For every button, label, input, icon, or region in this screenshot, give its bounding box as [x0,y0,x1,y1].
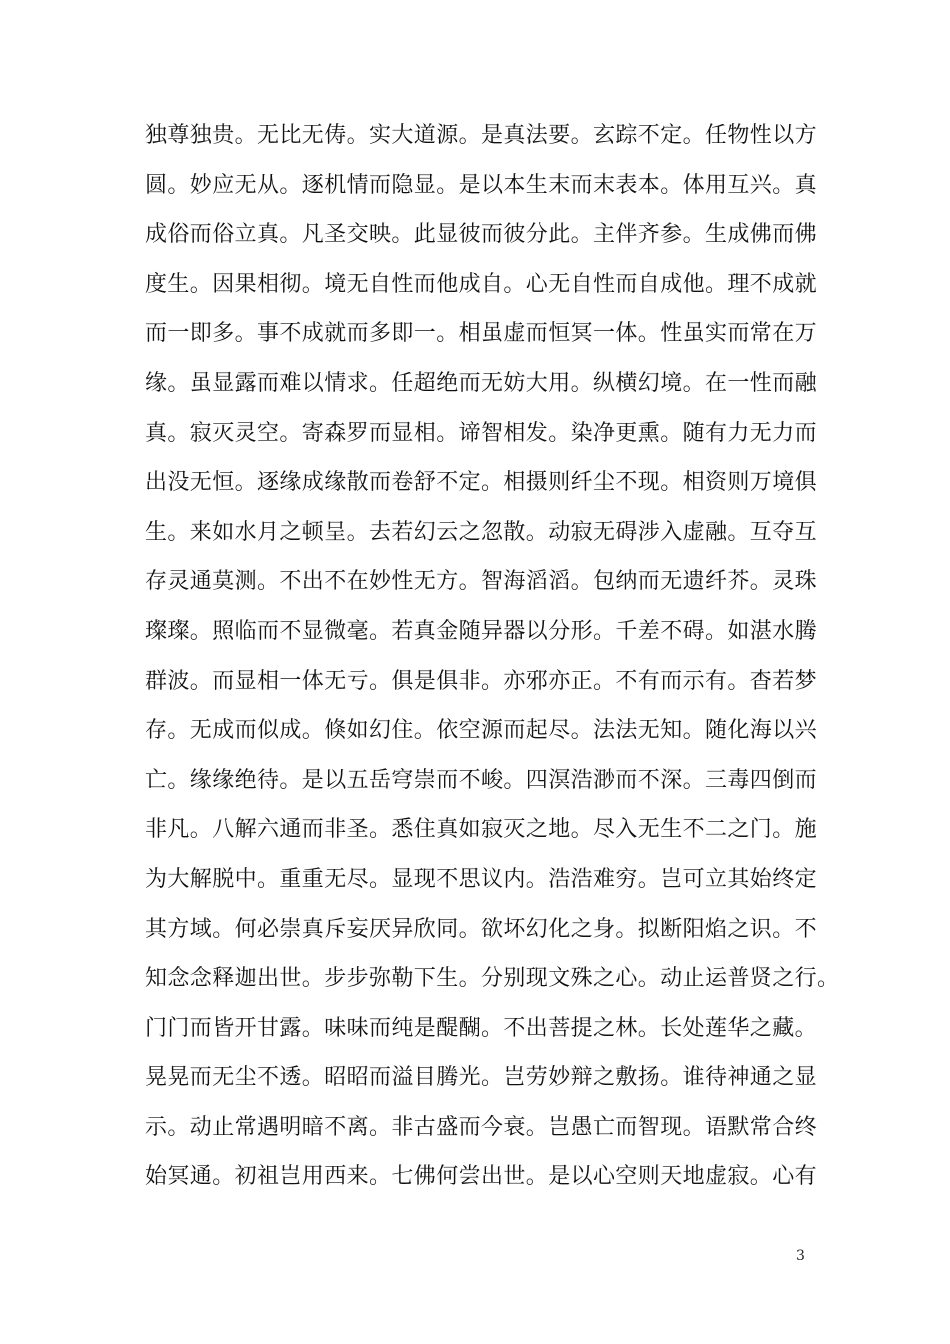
text-line: 始冥通。初祖岂用西来。七佛何尝出世。是以心空则天地虚寂。心有 [145,1164,818,1190]
text-line: 出没无恒。逐缘成缘散而卷舒不定。相摄则纤尘不现。相资则万境俱 [145,470,818,496]
text-line: 亡。缘缘绝待。是以五岳穹崇而不峻。四溟浩渺而不深。三毒四倒而 [145,767,818,793]
text-line: 门门而皆开甘露。味味而纯是醍醐。不出菩提之林。长处莲华之藏。 [145,1015,818,1041]
body-text [145,111,840,1202]
text-line: 示。动止常遇明暗不离。非古盛而今衰。岂愚亡而智现。语默常合终 [145,1114,818,1140]
text-line: 真。寂灭灵空。寄森罗而显相。谛智相发。染净更熏。随有力无力而 [145,420,818,446]
text-line: 生。来如水月之顿呈。去若幻云之忽散。动寂无碍涉入虚融。互夺互 [145,519,818,545]
text-line: 璨璨。照临而不显微毫。若真金随异器以分形。千差不碍。如湛水腾 [145,618,818,644]
text-line: 而一即多。事不成就而多即一。相虽虚而恒冥一体。性虽实而常在万 [145,321,818,347]
text-line: 其方域。何必崇真斥妄厌异欣同。欲坏幻化之身。拟断阳焰之识。不 [145,916,818,942]
text-line: 度生。因果相彻。境无自性而他成自。心无自性而自成他。理不成就 [145,271,818,297]
text-line: 成俗而俗立真。凡圣交映。此显彼而彼分此。主伴齐参。生成佛而佛 [145,222,818,248]
page-number: 3 [796,1248,805,1264]
text-line: 存灵通莫测。不出不在妙性无方。智海滔滔。包纳而无遗纤芥。灵珠 [145,569,818,595]
text-line: 独尊独贵。无比无俦。实大道源。是真法要。玄踪不定。任物性以方 [145,123,818,148]
text-line: 缘。虽显露而难以情求。任超绝而无妨大用。纵横幻境。在一性而融 [145,370,818,396]
text-line: 非凡。八解六通而非圣。悉住真如寂灭之地。尽入无生不二之门。施 [145,817,818,843]
text-line: 晃晃而无尘不透。昭昭而溢目腾光。岂劳妙辩之敷扬。谁待神通之显 [145,1065,818,1091]
text-line: 为大解脱中。重重无尽。显现不思议内。浩浩难穷。岂可立其始终定 [145,866,818,892]
text-line: 群波。而显相一体无亏。俱是俱非。亦邪亦正。不有而示有。杳若梦 [145,668,818,694]
text-line: 存。无成而似成。倏如幻住。依空源而起尽。法法无知。随化海以兴 [145,718,818,744]
text-line: 圆。妙应无从。逐机情而隐显。是以本生末而末表本。体用互兴。真 [145,172,818,198]
text-line: 知念念释迦出世。步步弥勒下生。分别现文殊之心。动止运普贤之行。 [145,966,840,992]
